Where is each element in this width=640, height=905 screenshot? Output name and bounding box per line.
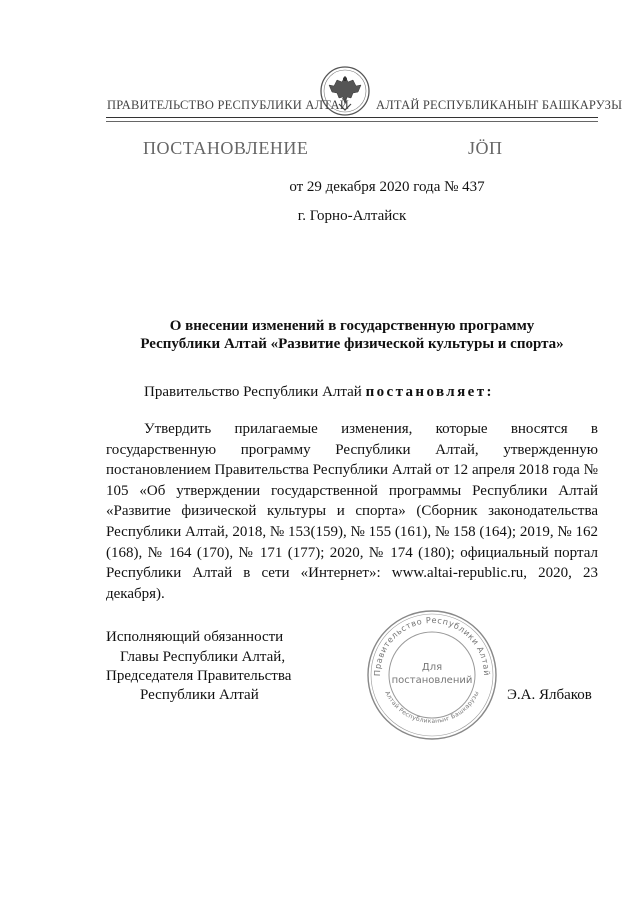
decree-lead (144, 382, 494, 402)
doc-type-right: ЈӦП (468, 138, 503, 158)
subject-line-2: Республики Алтай «Развитие физической культуры и спорта» (140, 336, 564, 352)
city: г. Горно-Алтайск (297, 208, 407, 224)
stamp-center-line-2: постановлений (391, 675, 473, 686)
signature-line-4: Республики Алтай (140, 687, 259, 703)
svg-text:Алтай Республиканыҥ Башкарузы: Алтай Республиканыҥ Башкарузы (383, 690, 481, 725)
signature-line-3: Председателя Правительства (106, 668, 292, 684)
signature-line-1: Исполняющий обязанности (106, 629, 284, 645)
doc-type-left: ПОСТАНОВЛЕНИЕ (143, 138, 309, 158)
signatory-name: Э.А. Ялбаков (507, 687, 592, 703)
subject-line-1: О внесении изменений в государственную программу (169, 318, 535, 334)
date-line: от 29 декабря 2020 года № 437 (289, 179, 485, 195)
official-stamp (362, 608, 502, 742)
decree-lead-text: Правительство Республики Алтай (144, 384, 362, 400)
signature-line-2: Главы Республики Алтай, (120, 649, 286, 665)
stamp-center-line-1: Для (421, 662, 443, 673)
org-name-right: АЛТАЙ РЕСПУБЛИКАНЫҤ БАШКАРУЗЫ (376, 98, 623, 112)
header-rule-bottom (106, 121, 598, 122)
svg-text:Правительство Республики Алтай: Правительство Республики Алтай (371, 614, 493, 677)
body-paragraph: Утвердить прилагаемые изменения, которые вносятся в государственную программу Республики Алтай, утвержденную постановлением Правительства Республики Алтай от 12 апреля 2018 года № 105 «Об утверждении государственной программы Республики Алтай «Развитие физической культуры и спорта» (Сборник законодательства Республики Алтай, 2018, № 153(159), № 155 (161), № 158 (164); 2019, № 162 (168), № 164 (170), № 171 (177); 2020, № 174 (180); официальный портал Республики Алтай в сети «Интернет»: www.altai-republic.ru, 2020, 23 декабря). (106, 421, 598, 602)
header-rule-top (106, 117, 598, 118)
decree-verb: постановляет: (365, 384, 494, 400)
org-name-left: ПРАВИТЕЛЬСТВО РЕСПУБЛИКИ АЛТАЙ (107, 98, 349, 112)
